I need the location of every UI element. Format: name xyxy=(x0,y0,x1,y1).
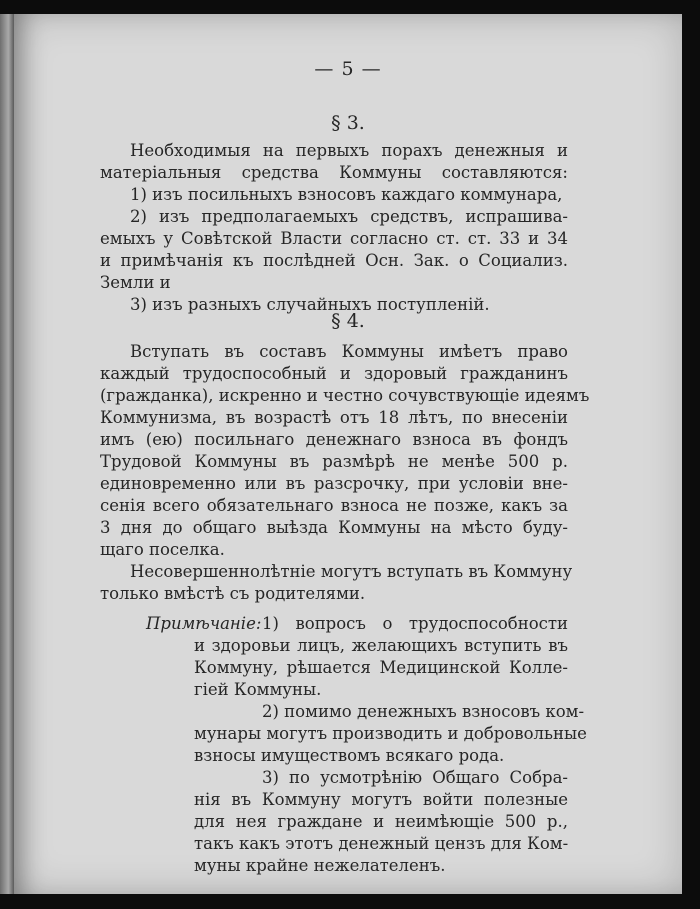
section-3-line-4: 2) изъ предполагаемыхъ средствъ, испрашива- xyxy=(130,207,568,226)
note-label: Примѣчаніе: xyxy=(146,614,262,633)
note-line-10: для нея граждане и неимѣющіе 500 р., xyxy=(194,812,568,831)
section-4-line-10: щаго поселка. xyxy=(100,540,225,559)
section-4-line-4: Коммунизма, въ возрастѣ отъ 18 лѣтъ, по внесеніи xyxy=(100,408,568,427)
section-4-line-2: каждый трудоспособный и здоровый гражданинъ xyxy=(100,364,568,383)
section-4-line-6: Трудовой Коммуны въ размѣрѣ не менѣе 500 р. xyxy=(100,452,568,471)
section-4-line-8: сенія всего обязательнаго взноса не позже, какъ за xyxy=(100,496,568,515)
note-line-6: мунары могутъ производить и добровольные xyxy=(194,724,587,743)
note-line-4: гіей Коммуны. xyxy=(194,680,322,699)
note-line-12: муны крайне нежелателенъ. xyxy=(194,856,446,875)
section-3-line-8: 3) изъ разныхъ случайныхъ поступленій. xyxy=(130,295,490,314)
section-4-line-9: 3 дня до общаго выѣзда Коммуны на мѣсто буду- xyxy=(100,518,568,537)
section-4-line-5: имъ (ею) посильнаго денежнаго взноса въ фондъ xyxy=(100,430,568,449)
note-line-1: 1) вопросъ о трудоспособности xyxy=(262,614,568,633)
note-line-3: Коммуну, рѣшается Медицинской Колле- xyxy=(194,658,568,677)
note-line-5: 2) помимо денежныхъ взносовъ ком- xyxy=(262,702,585,721)
note-line-8: 3) по усмотрѣнію Общаго Собра- xyxy=(262,768,568,787)
section-3-line-3: 1) изъ посильныхъ взносовъ каждаго коммунара, xyxy=(130,185,563,204)
page-number: — 5 — xyxy=(314,58,382,80)
previous-page-edge xyxy=(0,14,14,894)
note-line-7: взносы имуществомъ всякаго рода. xyxy=(194,746,505,765)
section-3-line-2: матеріальныя средства Коммуны составляются: xyxy=(100,163,568,182)
note-line-9: нія въ Коммуну могутъ войти полезные xyxy=(194,790,568,809)
section-4-line-7: единовременно или въ разсрочку, при условіи вне- xyxy=(100,474,568,493)
section-3-line-5: емыхъ у Совѣтской Власти согласно ст. ст. 33 и 34 xyxy=(100,229,568,248)
note-line-2: и здоровьи лицъ, желающихъ вступить въ xyxy=(194,636,568,655)
book-page xyxy=(14,14,682,894)
section-3-line-7: Земли и xyxy=(100,273,171,292)
note-line-11: такъ какъ этотъ денежный цензъ для Ком- xyxy=(194,834,569,853)
section-3-line-1: Необходимыя на первыхъ порахъ денежныя и xyxy=(130,141,568,160)
section-4-line-3: (гражданка), искренно и честно сочувствующіе идеямъ xyxy=(100,386,590,405)
section-3-line-6: и примѣчанія къ послѣдней Осн. Зак. о Социализ. xyxy=(100,251,568,270)
section-4-line-1: Вступать въ составъ Коммуны имѣетъ право xyxy=(130,342,568,361)
section-4-line-11: Несовершеннолѣтніе могутъ вступать въ Коммуну xyxy=(130,562,573,581)
section-4-line-12: только вмѣстѣ съ родителями. xyxy=(100,584,366,603)
section-4-heading: § 4. xyxy=(331,310,365,332)
section-3-heading: § 3. xyxy=(331,112,365,134)
